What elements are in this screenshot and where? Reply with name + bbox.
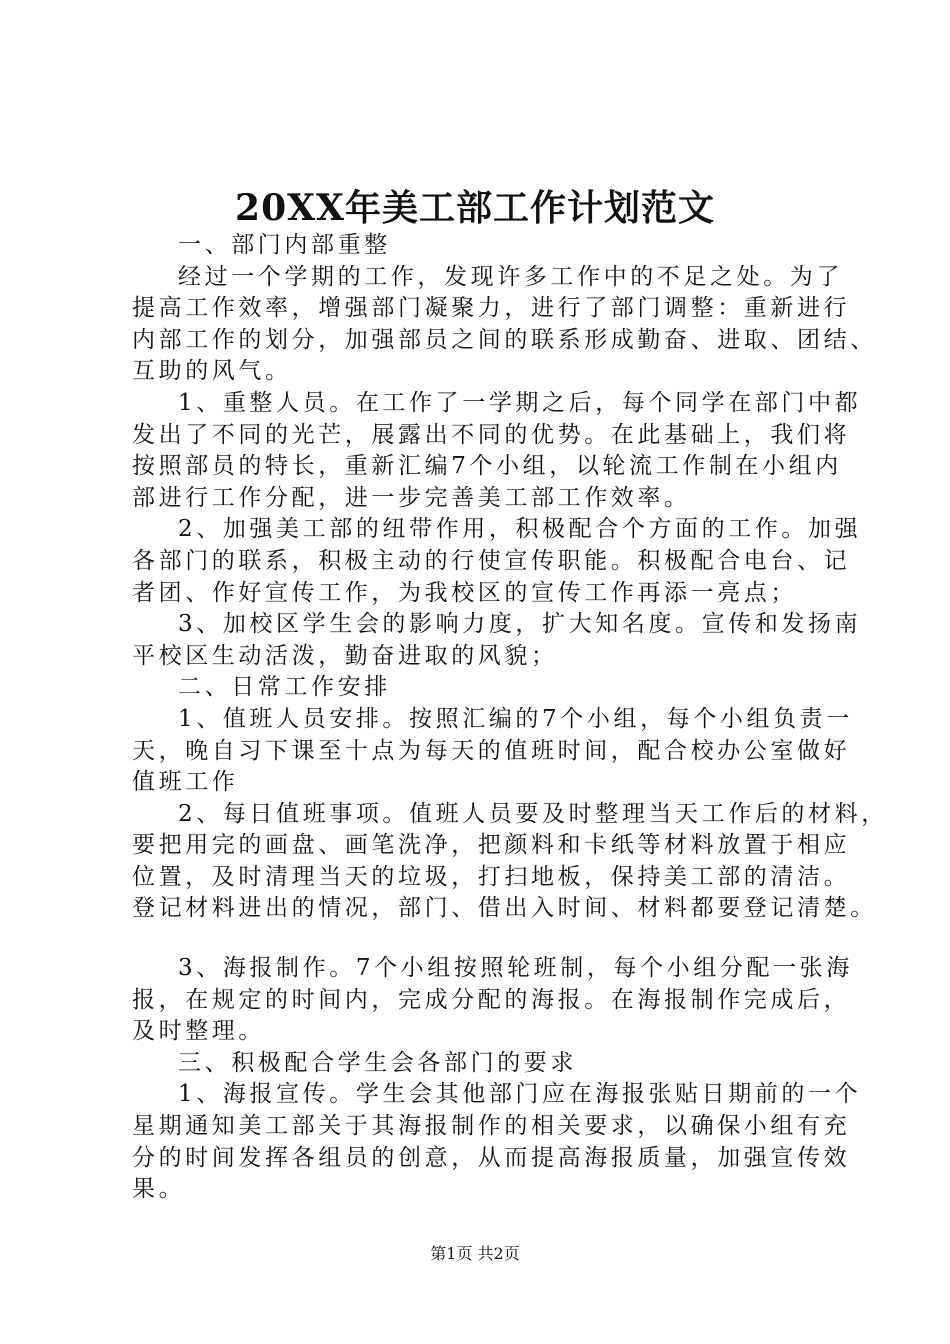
- paragraph-line: 各部门的联系，积极主动的行使宣传职能。积极配合电台、记: [132, 547, 851, 574]
- section-heading: 三、积极配合学生会各部门的要求: [178, 1049, 577, 1076]
- paragraph-line: 者团、作好宣传工作，为我校区的宣传工作再添一亮点；: [132, 579, 797, 606]
- section-heading: 二、日常工作安排: [178, 674, 391, 701]
- paragraph-line: 提高工作效率，增强部门凝聚力，进行了部门调整：重新进行: [132, 295, 851, 322]
- paragraph-line: 登记材料进出的情况，部门、借出入时间、材料都要登记清楚。: [132, 895, 877, 922]
- paragraph-line: 报，在规定的时间内，完成分配的海报。在海报制作完成后，: [132, 986, 851, 1013]
- document-title: 20XX年美工部工作计划范文: [235, 187, 715, 229]
- paragraph-line: 天，晚自习下课至十点为每天的值班时间，配合校办公室做好: [132, 737, 851, 764]
- paragraph-line: 1、值班人员安排。按照汇编的7个小组，每个小组负责一: [178, 705, 853, 732]
- paragraph-line: 内部工作的划分，加强部员之间的联系形成勤奋、进取、团结、: [132, 326, 877, 353]
- paragraph-line: 按照部员的特长，重新汇编7个小组，以轮流工作制在小组内: [132, 453, 842, 480]
- paragraph-line: 要把用完的画盘、画笔洗净，把颜料和卡纸等材料放置于相应: [132, 832, 851, 859]
- paragraph-line: 果。: [132, 1176, 186, 1203]
- paragraph-line: 部进行工作分配，进一步完善美工部工作效率。: [132, 484, 691, 511]
- paragraph-line: 发出了不同的光芒，展露出不同的优势。在此基础上，我们将: [132, 421, 851, 448]
- paragraph-line: 及时整理。: [132, 1018, 265, 1045]
- paragraph-spacer: [132, 925, 852, 953]
- paragraph-line: 平校区生动活泼，勤奋进取的风貌；: [132, 642, 558, 669]
- paragraph-line: 2、每日值班事项。值班人员要及时整理当天工作后的材料，: [178, 800, 888, 827]
- paragraph-line: 值班工作: [132, 769, 239, 796]
- paragraph-line: 2、加强美工部的纽带作用，积极配合个方面的工作。加强: [178, 516, 862, 543]
- paragraph-line: 1、海报宣传。学生会其他部门应在海报张贴日期前的一个: [178, 1081, 862, 1108]
- paragraph-line: 1、重整人员。在工作了一学期之后，每个同学在部门中都: [178, 389, 862, 416]
- paragraph-line: 互助的风气。: [132, 358, 292, 385]
- paragraph-line: 经过一个学期的工作，发现许多工作中的不足之处。为了: [178, 263, 843, 290]
- document-body: [132, 230, 888, 1206]
- paragraph-line: 星期通知美工部关于其海报制作的相关要求，以确保小组有充: [132, 1113, 851, 1140]
- paragraph-line: 位置，及时清理当天的垃圾，打扫地板，保持美工部的清洁。: [132, 863, 851, 890]
- page-number-footer: 第1页 共2页: [430, 1244, 520, 1263]
- paragraph-line: 3、加校区学生会的影响力度，扩大知名度。宣传和发扬南: [178, 611, 862, 638]
- section-heading: 一、部门内部重整: [178, 232, 391, 258]
- paragraph-line: 分的时间发挥各组员的创意，从而提高海报质量，加强宣传效: [132, 1144, 851, 1171]
- paragraph-line: 3、海报制作。7个小组按照轮班制，每个小组分配一张海: [178, 955, 853, 982]
